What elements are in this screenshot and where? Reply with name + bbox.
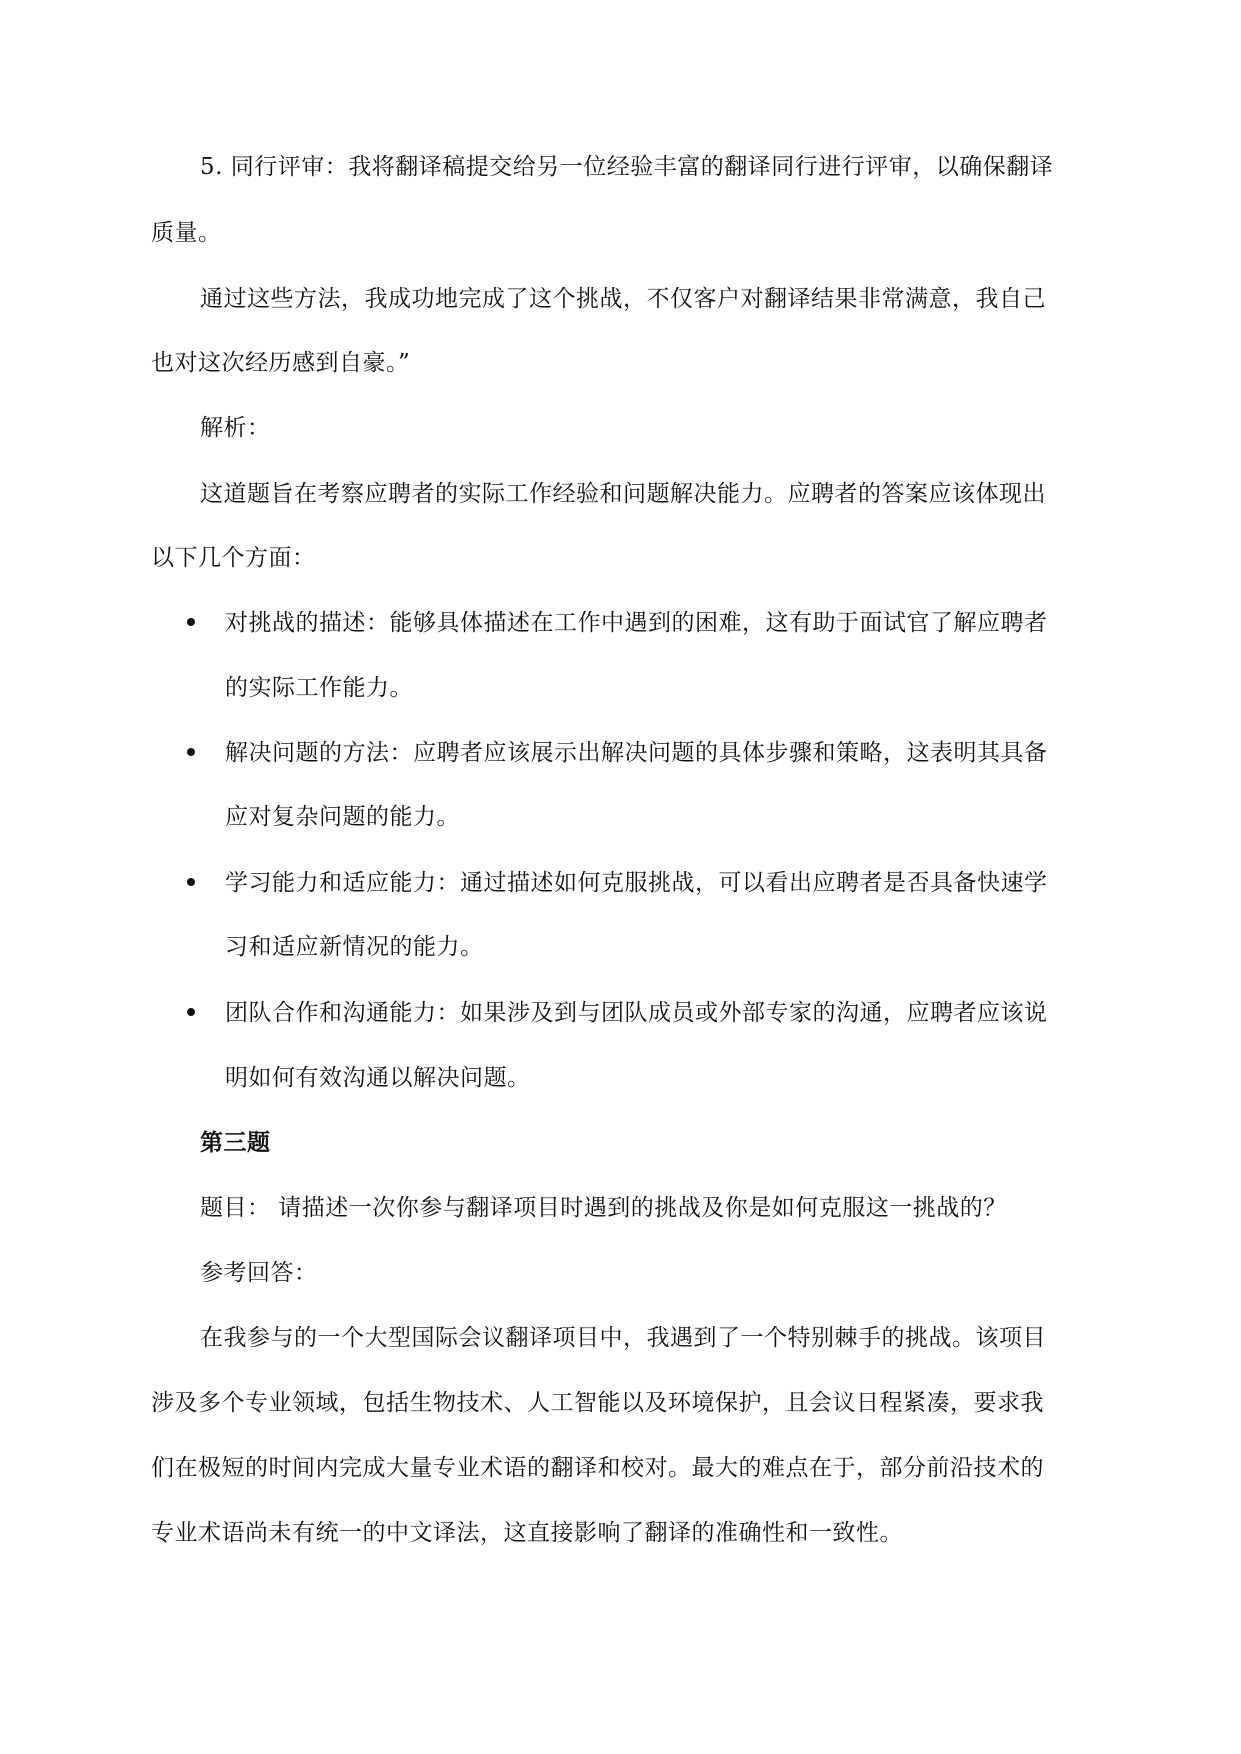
answer-line-1: 在我参与的一个大型国际会议翻译项目中，我遇到了一个特别棘手的挑战。该项目	[200, 1325, 1046, 1351]
bullet-1-line-2: 的实际工作能力。	[225, 675, 413, 701]
answer-line-4: 专业术语尚未有统一的中文译法，这直接影响了翻译的准确性和一致性。	[151, 1520, 903, 1546]
bullet-3-line-2: 习和适应新情况的能力。	[225, 934, 484, 960]
answer-label: 参考回答：	[200, 1260, 318, 1286]
analysis-intro-line-1: 这道题旨在考察应聘者的实际工作经验和问题解决能力。应聘者的答案应该体现出	[200, 481, 1046, 507]
analysis-intro-line-2: 以下几个方面：	[151, 545, 316, 571]
bullet-1-line-1: 对挑战的描述：能够具体描述在工作中遇到的困难，这有助于面试官了解应聘者	[225, 610, 1048, 636]
bullet-dot-icon	[187, 878, 195, 886]
bullet-4-line-2: 明如何有效沟通以解决问题。	[225, 1065, 531, 1091]
bullet-dot-icon	[187, 618, 195, 626]
bullet-2-line-1: 解决问题的方法：应聘者应该展示出解决问题的具体步骤和策略，这表明其具备	[225, 740, 1048, 766]
answer-line-2: 涉及多个专业领域，包括生物技术、人工智能以及环境保护，且会议日程紧凑，要求我	[151, 1390, 1044, 1416]
summary-line-2: 也对这次经历感到自豪。”	[151, 350, 411, 376]
bullet-4-line-1: 团队合作和沟通能力：如果涉及到与团队成员或外部专家的沟通，应聘者应该说	[225, 1000, 1048, 1026]
summary-line-1: 通过这些方法，我成功地完成了这个挑战，不仅客户对翻译结果非常满意，我自己	[200, 286, 1046, 312]
peer-review-line-2: 质量。	[151, 220, 222, 246]
analysis-label: 解析：	[200, 415, 271, 441]
section-heading: 第三题	[200, 1129, 271, 1156]
question-line: 题目： 请描述一次你参与翻译项目时遇到的挑战及你是如何克服这一挑战的？	[200, 1195, 1007, 1221]
bullet-dot-icon	[187, 1008, 195, 1016]
bullet-dot-icon	[187, 748, 195, 756]
bullet-3-line-1: 学习能力和适应能力：通过描述如何克服挑战，可以看出应聘者是否具备快速学	[225, 870, 1048, 896]
answer-line-3: 们在极短的时间内完成大量专业术语的翻译和校对。最大的难点在于，部分前沿技术的	[151, 1455, 1044, 1481]
bullet-2-line-2: 应对复杂问题的能力。	[225, 804, 460, 830]
peer-review-line-1: 5. 同行评审：我将翻译稿提交给另一位经验丰富的翻译同行进行评审，以确保翻译	[200, 154, 1054, 180]
